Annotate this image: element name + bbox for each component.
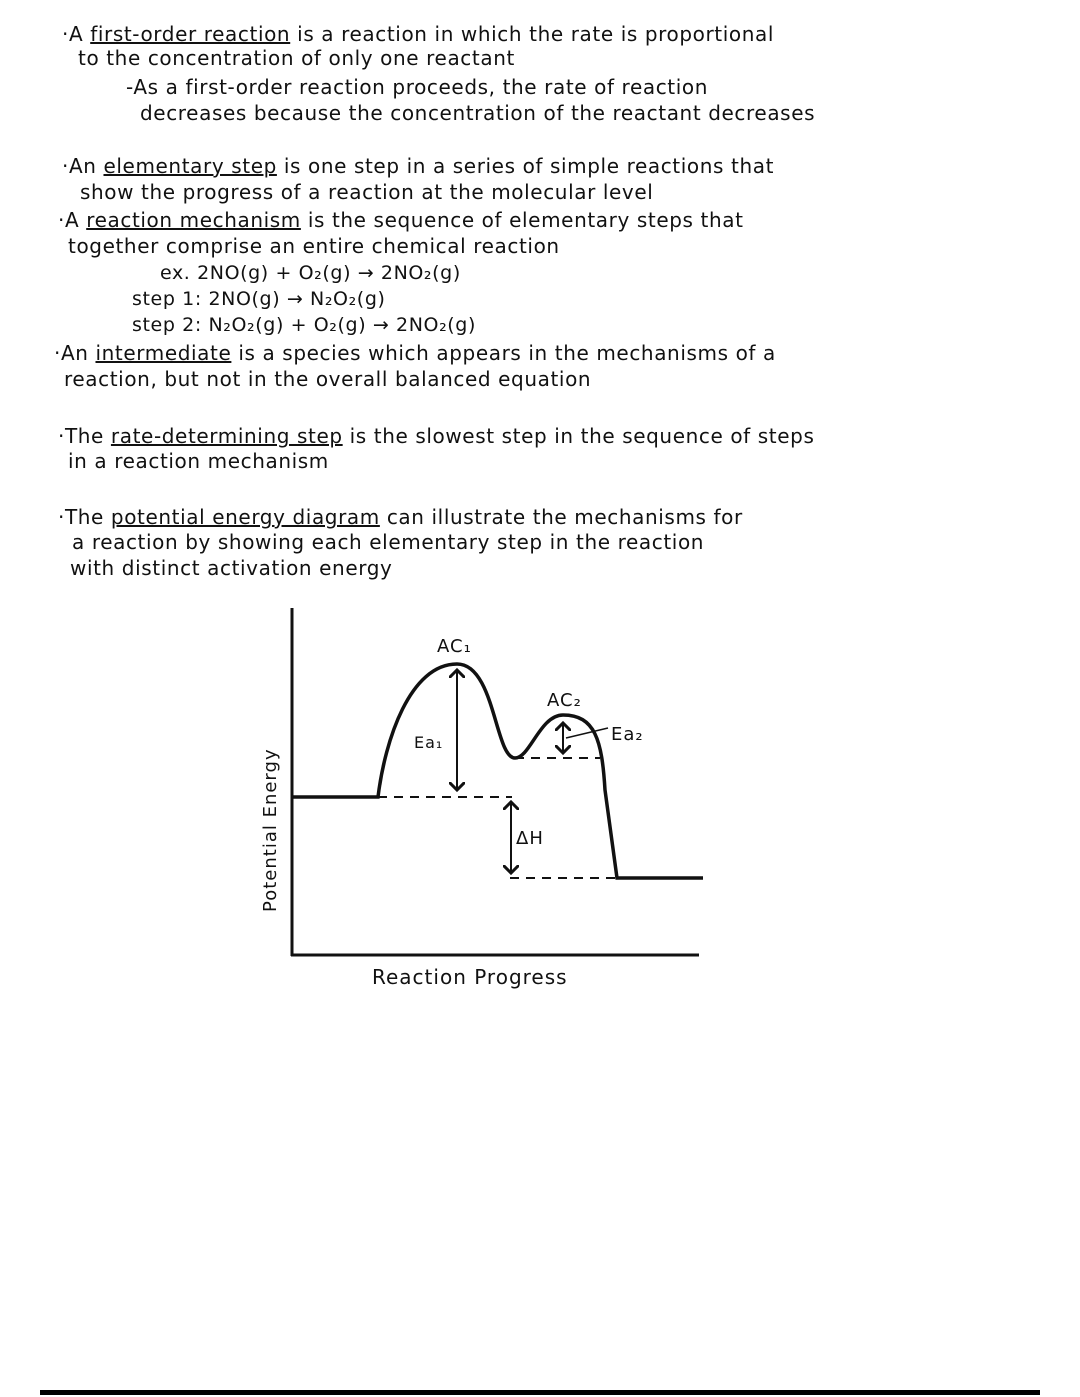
- definition-line: in a reaction mechanism: [68, 449, 329, 473]
- term-first-order-reaction: first-order reaction: [90, 22, 291, 46]
- definition-text: is a reaction in which the rate is proportional: [290, 22, 775, 46]
- term-rate-determining-step: rate-determining step: [110, 424, 343, 448]
- bullet: ·An: [54, 341, 96, 365]
- sub-point: -As a first-order reaction proceeds, the rate of reaction: [126, 75, 709, 99]
- y-axis-label: Potential Energy: [260, 748, 281, 912]
- definition-text: is the slowest step in the sequence of steps: [342, 424, 815, 448]
- definition-line: a reaction by showing each elementary step in the reaction: [72, 530, 705, 554]
- definition-line: together comprise an entire chemical reaction: [68, 234, 560, 258]
- energy-curve: [292, 664, 703, 878]
- term-potential-energy-diagram: potential energy diagram: [110, 505, 380, 529]
- x-axis-label: Reaction Progress: [372, 965, 568, 989]
- definition-text: is one step in a series of simple reactions that: [276, 154, 775, 178]
- example-equation: ex. 2NO(g) + O₂(g) → 2NO₂(g): [160, 262, 461, 284]
- delta-h-label: ΔH: [516, 828, 544, 849]
- page-bottom-rule: [40, 1390, 1040, 1395]
- term-elementary-step: elementary step: [103, 154, 277, 178]
- term-intermediate: intermediate: [95, 341, 232, 365]
- ac2-label: AC₂: [547, 690, 582, 711]
- bullet: ·A: [58, 208, 87, 232]
- step-2-equation: step 2: N₂O₂(g) + O₂(g) → 2NO₂(g): [132, 314, 476, 336]
- ea1-label: Ea₁: [414, 733, 444, 752]
- definition-text: can illustrate the mechanisms for: [379, 505, 743, 529]
- definition-text: is a species which appears in the mechanisms of a: [231, 341, 776, 365]
- bullet: ·The: [58, 424, 111, 448]
- ac1-label: AC₁: [437, 636, 472, 657]
- definition-text: is the sequence of elementary steps that: [300, 208, 744, 232]
- sub-point-line: decreases because the concentration of the reactant decreases: [140, 101, 816, 125]
- definition-line: with distinct activation energy: [70, 556, 393, 580]
- bullet: ·The: [58, 505, 111, 529]
- bullet: ·A: [62, 22, 91, 46]
- term-reaction-mechanism: reaction mechanism: [86, 208, 301, 232]
- step-1-equation: step 1: 2NO(g) → N₂O₂(g): [132, 288, 386, 310]
- definition-line: to the concentration of only one reactant: [78, 46, 515, 70]
- definition-line: reaction, but not in the overall balanced equation: [64, 367, 592, 391]
- ea2-leader-line: [566, 728, 608, 738]
- ea2-label: Ea₂: [611, 724, 644, 745]
- bullet: ·An: [62, 154, 104, 178]
- definition-line: show the progress of a reaction at the molecular level: [80, 180, 654, 204]
